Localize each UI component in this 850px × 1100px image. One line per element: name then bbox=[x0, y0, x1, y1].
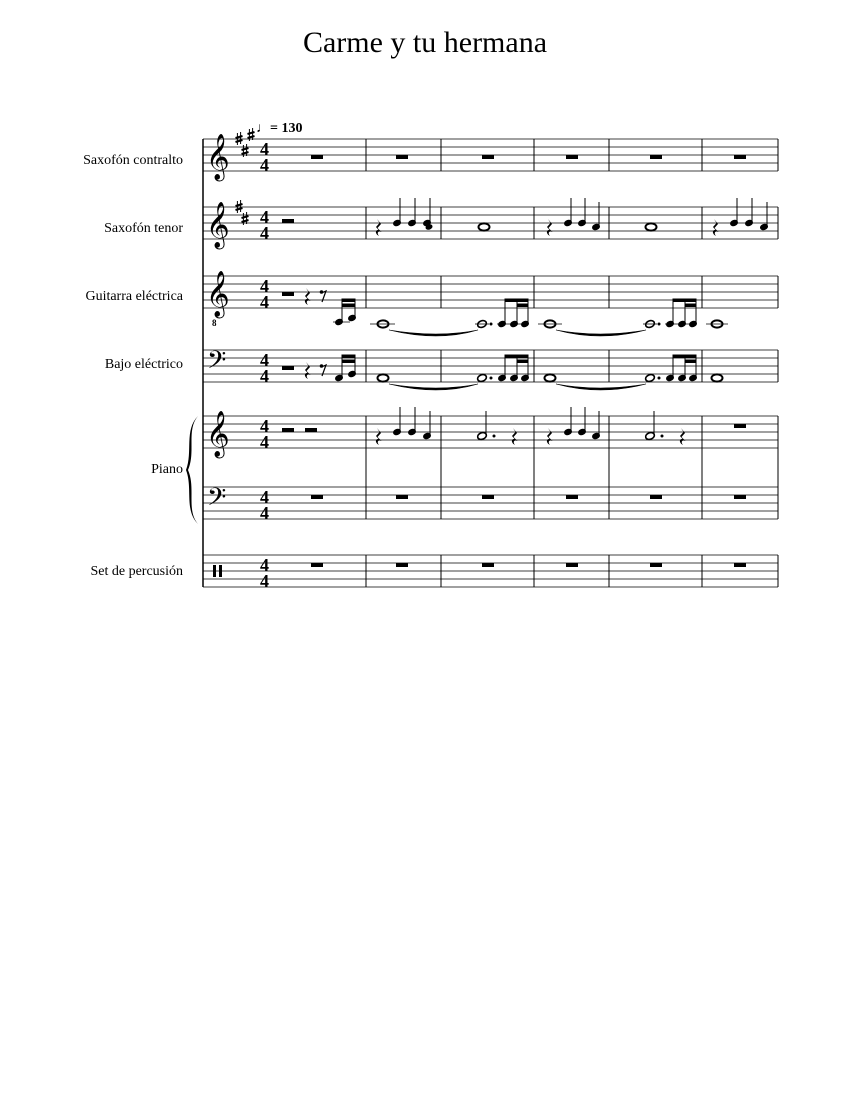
treble-clef-icon: 𝄞 bbox=[206, 134, 230, 180]
instrument-label-percussion: Set de percusión bbox=[90, 564, 183, 579]
svg-text:4: 4 bbox=[260, 276, 269, 296]
staff-electric-bass bbox=[203, 346, 778, 390]
staff-piano-treble bbox=[203, 407, 778, 459]
bass-clef-icon: 𝄢 bbox=[207, 483, 227, 518]
svg-text:4: 4 bbox=[260, 416, 269, 436]
tempo-value: = 130 bbox=[270, 121, 303, 136]
piano-brace bbox=[186, 416, 198, 524]
svg-text:4: 4 bbox=[260, 139, 269, 159]
instrument-label-alto-sax: Saxofón contralto bbox=[83, 153, 183, 168]
instrument-label-tenor-sax: Saxofón tenor bbox=[104, 221, 183, 236]
svg-text:4: 4 bbox=[260, 503, 269, 523]
score-title: Carme y tu hermana bbox=[302, 26, 548, 59]
staff-electric-guitar bbox=[203, 271, 778, 336]
staff-percussion bbox=[203, 555, 778, 591]
svg-text:4: 4 bbox=[260, 292, 269, 312]
instrument-label-electric-bass: Bajo eléctrico bbox=[104, 357, 183, 372]
svg-text:4: 4 bbox=[260, 366, 269, 386]
svg-text:4: 4 bbox=[260, 487, 269, 507]
svg-text:4: 4 bbox=[260, 207, 269, 227]
treble-clef-icon: 𝄞 bbox=[206, 202, 230, 248]
quarter-note-icon: ♩ bbox=[256, 121, 270, 136]
svg-text:4: 4 bbox=[260, 432, 269, 452]
svg-text:4: 4 bbox=[260, 223, 269, 243]
staff-alto-sax bbox=[203, 128, 778, 182]
instrument-label-piano: Piano bbox=[151, 462, 183, 477]
svg-text:4: 4 bbox=[260, 571, 269, 591]
treble-clef-icon: 𝄞 bbox=[206, 271, 230, 317]
svg-text:8: 8 bbox=[212, 318, 217, 328]
svg-text:4: 4 bbox=[260, 350, 269, 370]
bass-clef-icon: 𝄢 bbox=[207, 346, 227, 381]
treble-clef-icon: 𝄞 bbox=[206, 411, 230, 457]
instrument-label-electric-guitar: Guitarra eléctrica bbox=[85, 289, 183, 304]
svg-text:4: 4 bbox=[260, 155, 269, 175]
staff-tenor-sax bbox=[203, 198, 778, 250]
svg-text:4: 4 bbox=[260, 555, 269, 575]
